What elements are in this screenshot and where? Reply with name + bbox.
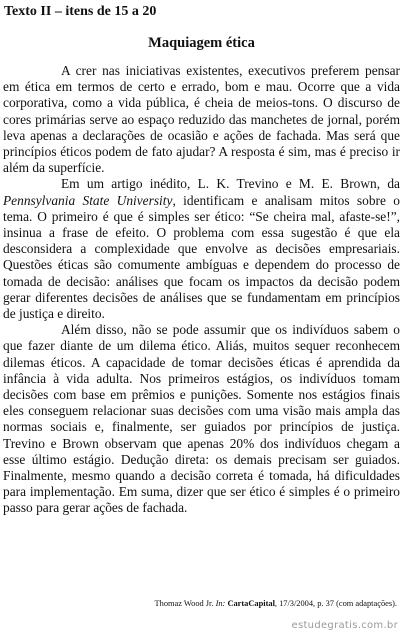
section-header: Texto II – itens de 15 a 20 <box>4 4 157 19</box>
citation-author: Thomaz Wood Jr. <box>154 599 216 608</box>
citation-details: , 17/3/2004, p. 37 (com adaptações). <box>274 599 397 608</box>
source-citation <box>155 599 397 609</box>
citation-publication: CartaCapital <box>227 599 275 608</box>
article-body <box>3 63 400 517</box>
paragraph-1: A crer nas iniciativas existentes, executivos preferem pensar em ética em termos de certo e errado, bom e mau. Ocorre que a vida corporativa, como a vida pública, é cheia de meios-tons. O discurso de cores primárias serve ao espaço reduzido das manchetes de jornal, porém leva apenas a declarações de ocasião e ações de fachada. Mas será que princípios éticos podem de fato ajudar? A resposta é sim, mas é preciso ir além da superfície. <box>3 63 400 176</box>
paragraph-2-start: Em um artigo inédito, L. K. Trevino e M. E. Brown, da <box>61 176 400 192</box>
article-title: Maquiagem ética <box>148 35 255 51</box>
paragraph-2-end: , identificam e analisam mitos sobre o tema. O primeiro é que é simples ser ético: “Se cheira mal, afaste-se!”, insinua a frase de efeito. O problema com essa sugestão é que ela desconsidera a complexidade que envolve as decisões empresariais. Questões éticas são comumente ambíguas e dependem do processo de tomada de decisão: análises que focam os impactos da decisão podem gerar diferentes decisões de análises que se fundamentam em princípios de justiça e direito. <box>3 192 400 322</box>
site-watermark: estudegratis.com.br <box>291 620 398 631</box>
paragraph-3: Além disso, não se pode assumir que os indivíduos sabem o que fazer diante de um dilema ético. Aliás, muitos sequer reconhecem dilemas éticos. A capacidade de tomar decisões éticas é aprendida da infância à vida adulta. Nos primeiros estágios, os indivíduos tomam decisões com base em prêmios e punições. Somente nos estágios finais eles conseguem relacionar suas decisões com uma visão mais ampla das normas sociais e, finalmente, ser guiados por princípios de justiça. Trevino e Brown observam que apenas 20% dos indivíduos chegam a esse último estágio. Dedução direta: os demais precisam ser guiados. Finalmente, mesmo quando a decisão correta é tomada, há dificuldades para implementação. Em suma, dizer que ser ético é simples é o primeiro passo para gerar ações de fachada. <box>3 322 400 516</box>
university-name: Pennsylvania State University <box>3 192 173 208</box>
citation-in: In: <box>215 599 226 608</box>
paragraph-2 <box>3 176 400 322</box>
